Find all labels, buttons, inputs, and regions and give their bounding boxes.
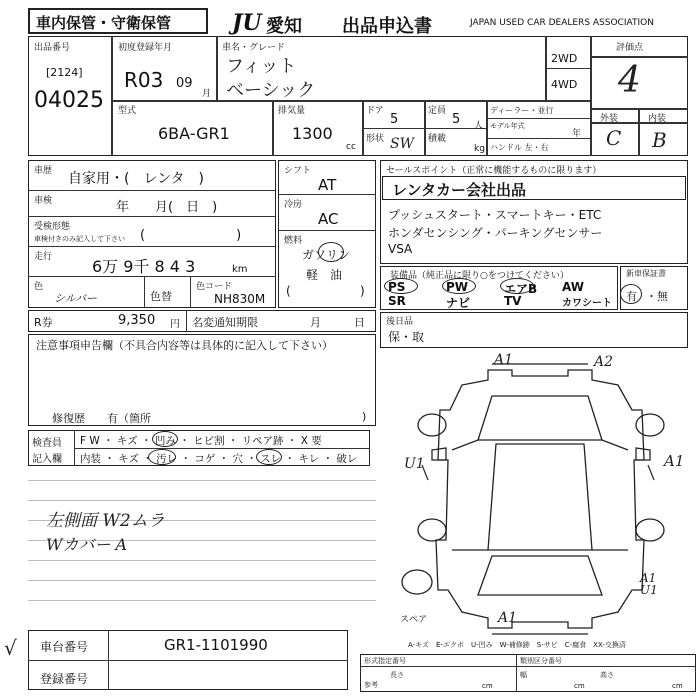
color-code-value: NH830M <box>214 292 266 306</box>
color-code-label: 色コード <box>196 282 233 292</box>
color-change-label: 色替 <box>150 290 172 303</box>
drive-2wd: 2WD <box>551 52 578 65</box>
capacity-unit: 人 <box>474 121 484 131</box>
sales-line-2: ホンダセンシング・パーキングセンサー <box>388 226 603 240</box>
length-unit: cm <box>482 682 493 690</box>
drive-4wd: 4WD <box>551 78 578 91</box>
listing-number-label: 出品番号 <box>34 43 71 53</box>
width-unit: cm <box>574 682 585 690</box>
ju-logo: JU <box>232 10 262 36</box>
listing-number: 04025 <box>34 88 104 113</box>
mileage-unit: km <box>232 264 248 275</box>
org-name: 愛知 <box>266 16 302 37</box>
ref-label: 参考 <box>364 681 378 689</box>
dent-circle <box>152 431 178 447</box>
equipment-circle <box>500 278 534 294</box>
handwritten-tick: √ <box>4 636 17 660</box>
fuel-gas: ガソリン <box>302 248 351 262</box>
repair-close: ) <box>362 410 367 423</box>
doors-label: ドア <box>366 106 384 116</box>
warranty-circle <box>620 284 642 304</box>
first-registration-label: 初度登録年月 <box>118 43 173 53</box>
approval-number-label: 形式指定番号 <box>364 657 406 665</box>
capacity-value: 5 <box>452 112 461 127</box>
height-unit: cm <box>672 682 683 690</box>
warranty-label: 新車保証書 <box>626 269 666 278</box>
shape-value: SW <box>390 136 414 152</box>
notes-label: 注意事項申告欄（不具合内容等は具体的に記入して下さい） <box>36 339 333 352</box>
model-label: 車名・グレード <box>222 43 286 53</box>
ac-label: 冷房 <box>284 200 303 210</box>
registration-number-label: 登録番号 <box>40 672 89 686</box>
class-number-label: 類別区分番号 <box>520 657 562 665</box>
handle-label: ハンドル 左・右 <box>490 143 549 152</box>
usage-label: 車歴 <box>34 166 53 176</box>
exterior-label: 外装 <box>600 114 619 124</box>
mileage-label: 走行 <box>34 252 53 262</box>
post-items-block <box>380 312 688 348</box>
post-items-value: 保・取 <box>388 330 425 344</box>
registration-year: R03 <box>124 68 164 92</box>
color-label: 色 <box>34 282 44 292</box>
interior-label: 内装 <box>648 114 667 124</box>
tax-amount: 9,350 <box>118 313 156 328</box>
equipment-item: ナビ <box>446 296 471 310</box>
listing-small-number: [2124] <box>46 66 83 79</box>
scuff-circle <box>256 449 282 465</box>
fuel-bracket-left: ( <box>286 284 291 298</box>
exterior-grade: C <box>606 126 622 150</box>
status-value: ( ) <box>140 228 242 243</box>
equipment-item: PW <box>446 280 469 294</box>
document-title: 出品申込書 <box>342 16 432 37</box>
equipment-item: PS <box>388 280 406 294</box>
association-name: JAPAN USED CAR DEALERS ASSOCIATION <box>470 18 654 28</box>
chassis-label: 車台番号 <box>40 640 89 654</box>
shift-value: AT <box>318 176 337 194</box>
score-value: 4 <box>618 60 641 101</box>
notice-month: 月 <box>310 316 321 329</box>
tax-label: R券 <box>34 316 53 329</box>
capacity-label: 定員 <box>428 106 447 116</box>
inspector-label-1: 検査員 <box>32 438 62 449</box>
repair-label: 修復歴 有（箇所 <box>52 412 151 425</box>
post-items-label: 後日品 <box>386 317 414 327</box>
mileage-value: 6万 9千 8 4 3 <box>92 257 196 276</box>
damage-legend: A-キズ E-エクボ U-凹み W-補修跡 S-サビ C-腐食 XX-交換済 <box>408 641 626 649</box>
shape-label: 形状 <box>366 134 385 144</box>
storage-stamp <box>28 8 208 34</box>
year-unit: 年 <box>572 129 582 139</box>
inspector-row-2: 内装 ・ キズ ・ 汚レ ・ コゲ ・ 穴 ・ スレ ・ キレ ・ 破レ <box>80 453 358 465</box>
height-label: 高さ <box>600 671 614 679</box>
length-label: 長さ <box>390 671 404 679</box>
equipment-item: カワシート <box>562 298 612 309</box>
mark-a1-bottom: A1 <box>498 610 518 626</box>
handwritten-note-2: Wカバー A <box>46 535 128 554</box>
equipment-item: TV <box>504 294 522 308</box>
color-value: シルバー <box>54 292 97 305</box>
chassis-number: GR1-1101990 <box>164 636 268 654</box>
sales-line-3: VSA <box>388 242 413 256</box>
equipment-circle <box>442 278 476 294</box>
inspection-label: 車検 <box>34 196 53 206</box>
load-unit: kg <box>474 144 485 154</box>
fuel-bracket-right: ) <box>360 284 365 298</box>
status-label: 受検形態 <box>34 222 71 232</box>
warranty-no: ・無 <box>646 290 668 303</box>
inspector-label-2: 記入欄 <box>32 454 62 465</box>
registration-month: 09 <box>176 76 193 91</box>
mark-a2-top: A2 <box>594 354 614 370</box>
model-name: フィット <box>226 56 297 77</box>
status-note: 車検付きのみ記入して下さい <box>34 235 125 243</box>
equipment-item: エアB <box>504 282 538 296</box>
spare-label: スペア <box>400 615 428 625</box>
storage-stamp-text: 車内保管・守衛保管 <box>36 14 172 32</box>
displacement-value: 1300 <box>292 124 333 143</box>
tax-unit: 円 <box>170 319 180 330</box>
sales-headline: レンタカー会社出品 <box>392 181 527 199</box>
mark-u1-left: U1 <box>404 456 425 472</box>
equipment-circle <box>384 278 418 294</box>
mark-a1-right: A1 <box>664 452 685 470</box>
inspector-row-1: F W ・ キズ ・ 凹み ・ ヒビ割 ・ リペア跡 ・ X 要 <box>80 435 322 447</box>
notice-label: 名変通知期限 <box>192 316 258 329</box>
registration-month-unit: 月 <box>202 89 212 99</box>
width-label: 幅 <box>520 671 527 679</box>
model-year-label: モデル年式 <box>490 122 525 130</box>
stain-circle <box>148 449 176 465</box>
equipment-label: 装備品（純正品に限り○をつけてください） <box>390 271 569 281</box>
type-label: 型式 <box>118 106 137 116</box>
displacement-unit: cc <box>346 142 356 152</box>
fuel-diesel: 軽 油 <box>306 268 343 282</box>
notice-day: 日 <box>354 316 365 329</box>
sales-points-label: セールスポイント（正常に機能するものに限ります） <box>386 166 602 176</box>
handwritten-note-1: 左側面 W2ムラ <box>46 511 165 531</box>
fuel-gas-circle <box>318 242 344 262</box>
usage-value: 自家用・( レンタ ) <box>68 171 205 187</box>
model-grade: ベーシック <box>226 80 316 101</box>
load-label: 積載 <box>428 134 447 144</box>
mark-a1-top: A1 <box>494 352 514 368</box>
mark-a1-u1: A1 U1 <box>640 571 658 597</box>
equipment-item: AW <box>562 280 584 294</box>
interior-grade: B <box>652 128 667 152</box>
type-value: 6BA-GR1 <box>158 124 230 143</box>
fuel-label: 燃料 <box>284 236 303 246</box>
dealer-label: ディーラー・並行 <box>490 106 554 115</box>
displacement-label: 排気量 <box>278 106 306 116</box>
sales-line-1: プッシュスタート・スマートキー・ETC <box>388 208 602 222</box>
inspection-value: 年 月( 日 ) <box>116 200 218 215</box>
shift-label: シフト <box>284 166 312 176</box>
doors-value: 5 <box>390 112 399 127</box>
score-label: 評価点 <box>616 43 644 53</box>
warranty-yes: 有 <box>626 290 637 303</box>
equipment-item: SR <box>388 294 406 308</box>
ac-value: AC <box>318 210 339 228</box>
